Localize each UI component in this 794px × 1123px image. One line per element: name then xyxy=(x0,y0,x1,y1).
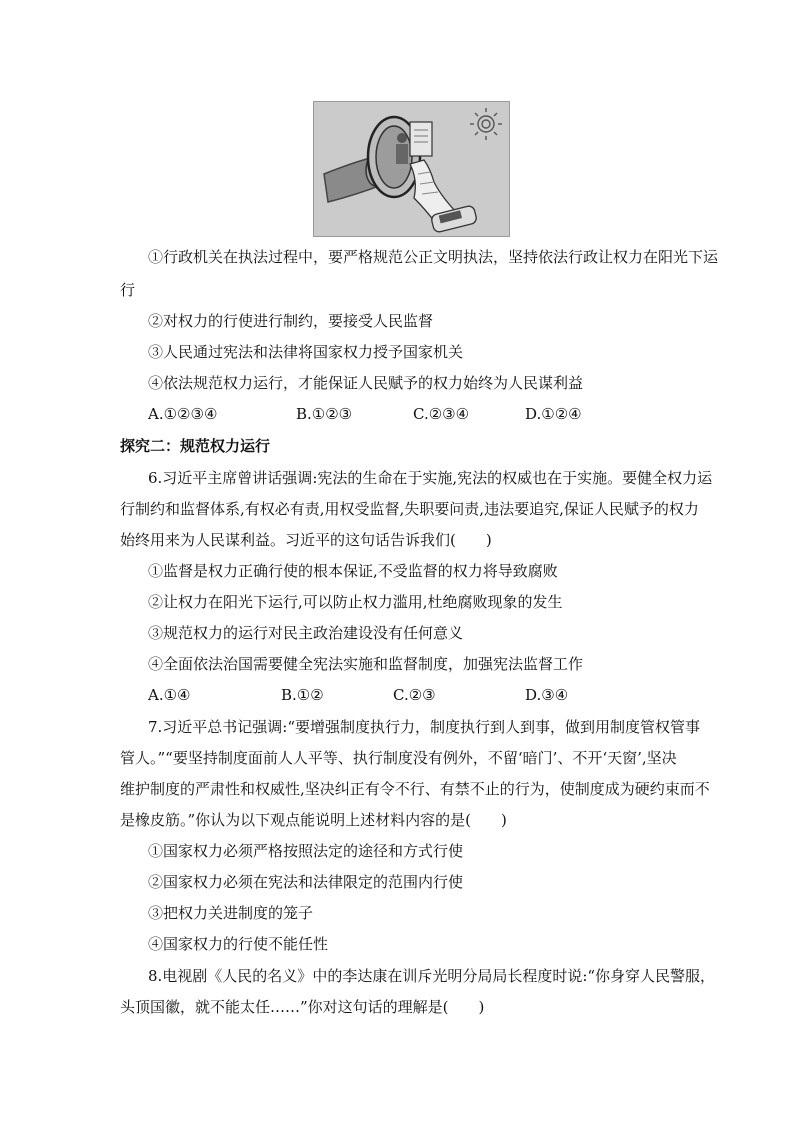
q8-stem-line-2: 头顶国徽，就不能太任……”你对这句话的理解是( ) xyxy=(120,998,485,1016)
q5-item-1-continued: 行 xyxy=(120,281,136,299)
q6-item-3: ③规范权力的运行对民主政治建设没有任何意义 xyxy=(148,624,464,642)
q6-item-4: ④全面依法治国需要健全宪法实施和监督制度，加强宪法监督工作 xyxy=(148,655,584,673)
q7-item-2: ②国家权力必须在宪法和法律限定的范围内行使 xyxy=(148,873,464,891)
q6-stem-line-2: 行制约和监督体系,有权必有责,用权受监督,失职要问责,违法要追究,保证人民赋予的权力 xyxy=(120,500,699,518)
section-title: 探究二：规范权力运行 xyxy=(120,437,271,455)
q6-option-a[interactable]: A.①④ xyxy=(148,686,191,704)
q6-item-2: ②让权力在阳光下运行,可以防止权力滥用,杜绝腐败现象的发生 xyxy=(148,593,563,611)
q6-stem-line-3: 始终用来为人民谋利益。习近平的这句话告诉我们( ) xyxy=(120,531,492,549)
q5-item-2: ②对权力的行使进行制约，要接受人民监督 xyxy=(148,312,434,330)
q7-item-4: ④国家权力的行使不能任性 xyxy=(148,935,329,953)
q7-stem-line-4: 是橡皮筋。”你认为以下观点能说明上述材料内容的是( ) xyxy=(120,811,507,829)
q5-option-a[interactable]: A.①②③④ xyxy=(148,405,218,423)
q5-option-d[interactable]: D.①②④ xyxy=(525,405,582,423)
q5-item-1: ①行政机关在执法过程中，要严格规范公正文明执法，坚持依法行政让权力在阳光下运 xyxy=(148,248,719,266)
q7-item-3: ③把权力关进制度的笼子 xyxy=(148,904,314,922)
q5-item-3: ③人民通过宪法和法律将国家权力授予国家机关 xyxy=(148,343,464,361)
q8-stem-line-1: 8.电视剧《人民的名义》中的李达康在训斥光明分局局长程度时说:“你身穿人民警服， xyxy=(148,967,716,985)
q7-stem-line-1: 7.习近平总书记强调:“要增强制度执行力，制度执行到人到事，做到用制度管权管事 xyxy=(148,718,701,736)
q7-item-1: ①国家权力必须严格按照法定的途径和方式行使 xyxy=(148,842,464,860)
q5-option-c[interactable]: C.②③④ xyxy=(413,405,470,423)
q6-item-1: ①监督是权力正确行使的根本保证,不受监督的权力将导致腐败 xyxy=(148,562,558,580)
q6-stem-line-1: 6.习近平主席曾讲话强调:宪法的生命在于实施,宪法的权威也在于实施。要健全权力运 xyxy=(148,469,713,487)
q6-option-c[interactable]: C.②③ xyxy=(393,686,436,704)
illustration-power-under-sunlight xyxy=(313,101,510,237)
q6-option-b[interactable]: B.①② xyxy=(281,686,324,704)
q7-stem-line-2: 管人。”“要坚持制度面前人人平等、执行制度没有例外，不留‘暗门’、不开‘天窗’,坚决 xyxy=(120,749,677,767)
q5-item-4: ④依法规范权力运行，才能保证人民赋予的权力始终为人民谋利益 xyxy=(148,374,584,392)
q6-option-d[interactable]: D.③④ xyxy=(525,686,569,704)
q7-stem-line-3: 维护制度的严肃性和权威性,坚决纠正有令不行、有禁不止的行为，使制度成为硬约束而不 xyxy=(120,780,710,798)
cartoon-image xyxy=(314,102,510,237)
q5-option-b[interactable]: B.①②③ xyxy=(296,405,353,423)
